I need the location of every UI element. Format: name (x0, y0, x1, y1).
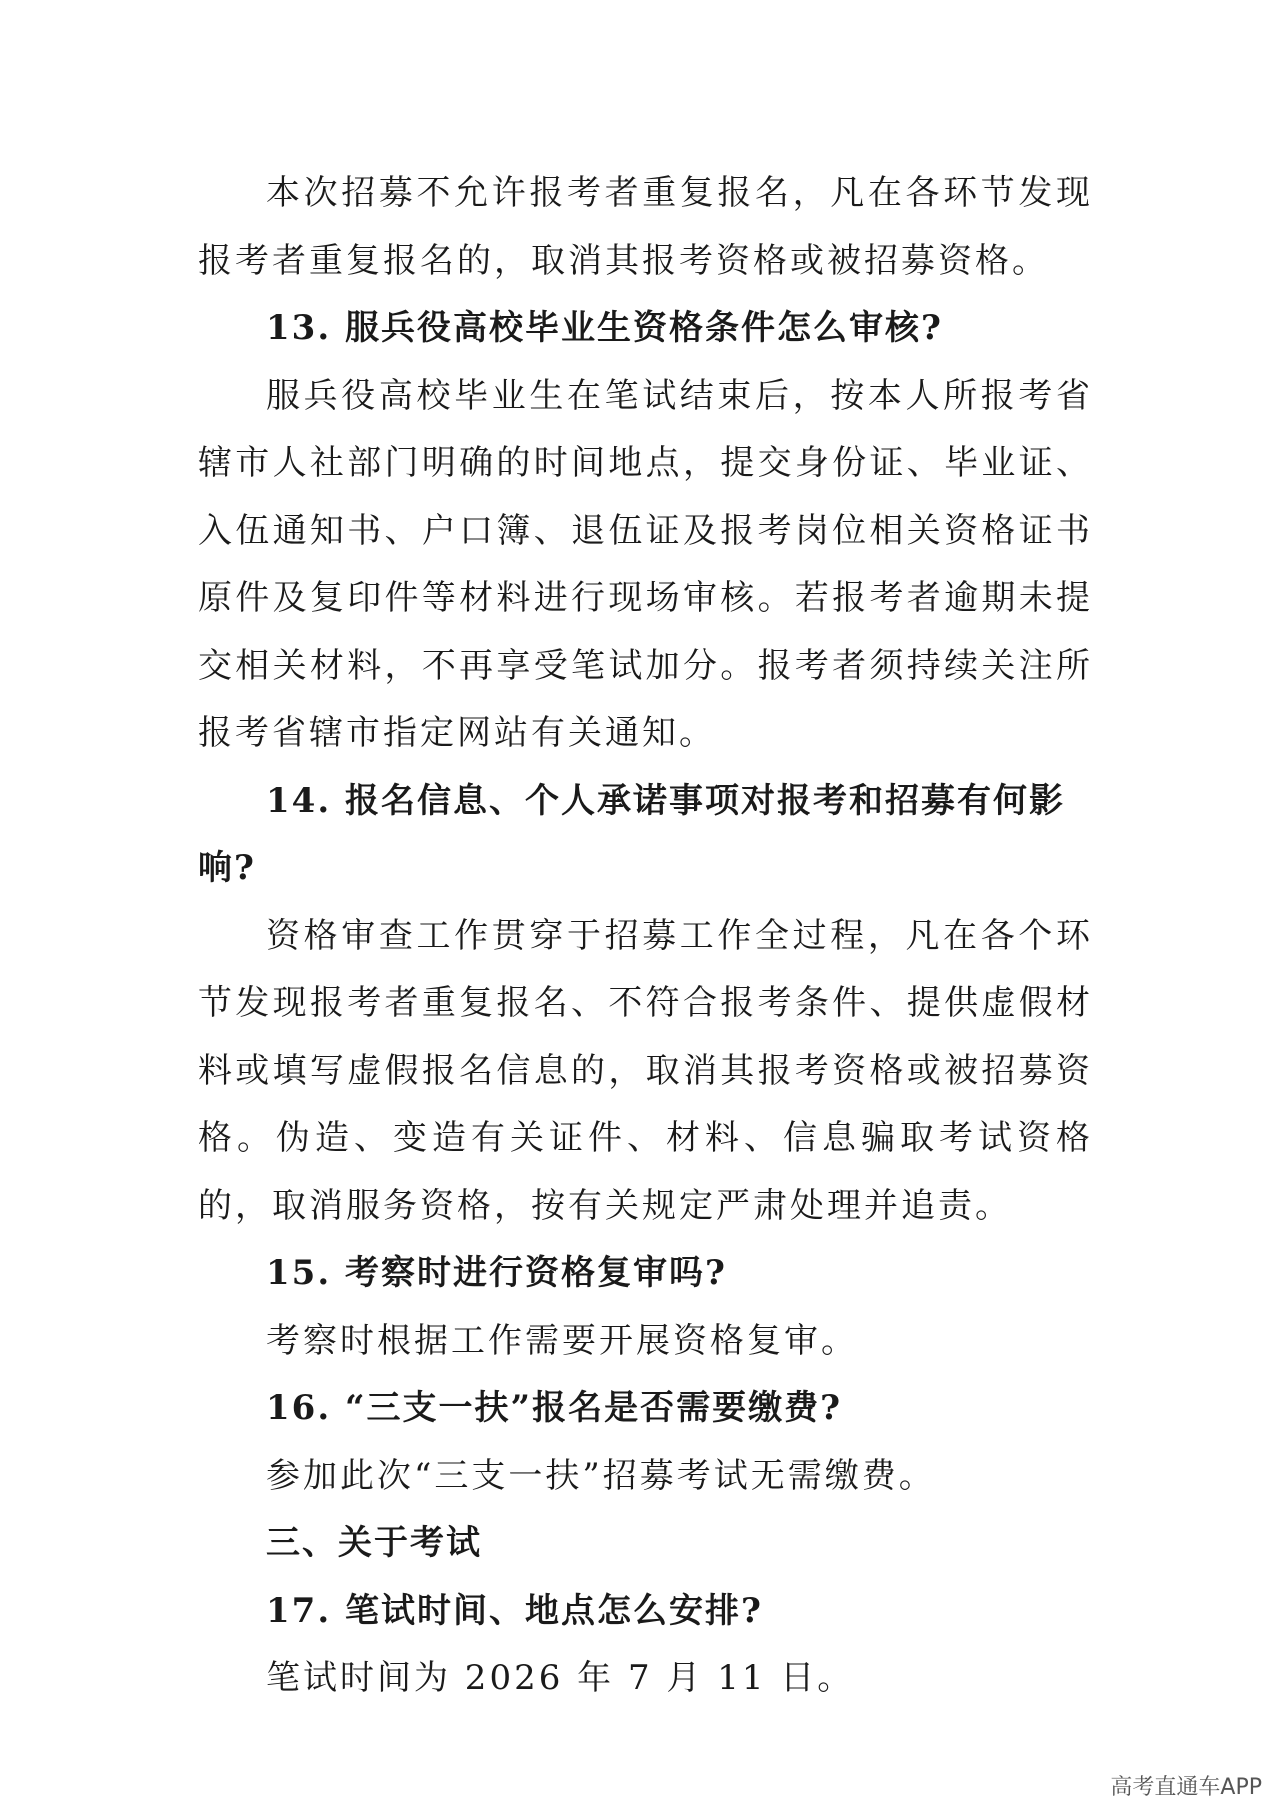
paragraph-q13-answer: 服兵役高校毕业生在笔试结束后，按本人所报考省辖市人社部门明确的时间地点，提交身份证、毕业证、入伍通知书、户口簿、退伍证及报考岗位相关资格证书原件及复印件等材料进行现场审核。若报考者逾期未提交相关材料，不再享受笔试加分。报考者须持续关注所报考省辖市指定网站有关通知。 (198, 375, 1093, 753)
heading-q14: 14. 报名信息、个人承诺事项对报考和招募有何影响? (198, 780, 1065, 888)
paragraph-q16-answer: 参加此次“三支一扶”招募考试无需缴费。 (266, 1455, 936, 1496)
paragraph-q15-answer: 考察时根据工作需要开展资格复审。 (266, 1320, 858, 1361)
paragraph-q14-answer: 资格审查工作贯穿于招募工作全过程，凡在各个环节发现报考者重复报名、不符合报考条件、提供虚假材料或填写虚假报名信息的，取消其报考资格或被招募资格。伪造、变造有关证件、材料、信息骗取考试资格的，取消服务资格，按有关规定严肃处理并追责。 (198, 915, 1093, 1226)
heading-q16: 16. “三支一扶”报名是否需要缴费? (266, 1388, 843, 1428)
paragraph-duplicate-registration: 本次招募不允许报考者重复报名，凡在各环节发现报考者重复报名的，取消其报考资格或被招募资格。 (198, 173, 1093, 281)
paragraph-q17-answer: 笔试时间为 2026 年 7 月 11 日。 (266, 1658, 855, 1698)
document-page (198, 160, 1093, 1713)
watermark: 高考直通车APP (1110, 1775, 1262, 1800)
section-heading-exam: 三、关于考试 (266, 1523, 482, 1563)
heading-q17: 17. 笔试时间、地点怎么安排? (266, 1590, 763, 1631)
heading-q15: 15. 考察时进行资格复审吗? (266, 1253, 727, 1293)
heading-q13: 13. 服兵役高校毕业生资格条件怎么审核? (266, 308, 943, 348)
